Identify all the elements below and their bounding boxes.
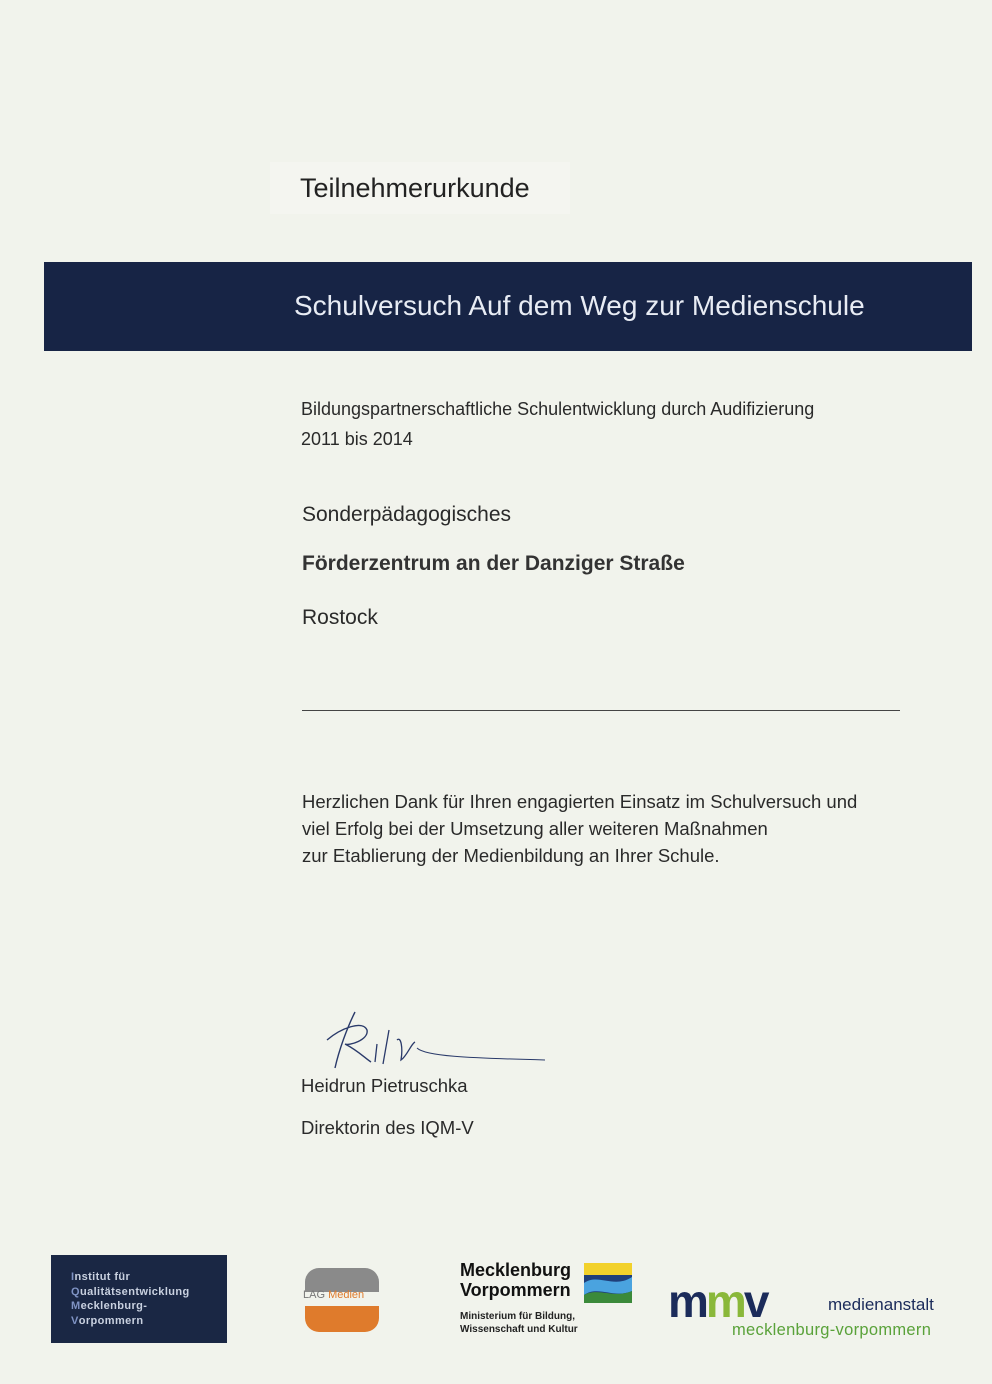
- iqm-line: Institut für: [71, 1271, 131, 1283]
- message-line: Herzlichen Dank für Ihren engagierten Einsatz im Schulversuch und: [302, 791, 858, 812]
- mmv-region: mecklenburg-vorpommern: [732, 1321, 932, 1339]
- iqm-logo-text: [71, 1270, 190, 1328]
- message-line: viel Erfolg bei der Umsetzung aller weiteren Maßnahmen: [302, 818, 768, 839]
- thank-you-message: [302, 788, 942, 869]
- program-period: 2011 bis 2014: [301, 429, 413, 449]
- iqm-line: Qualitätsentwicklung: [71, 1285, 190, 1298]
- recipient-line-2: Förderzentrum an der Danziger Straße: [302, 552, 685, 575]
- mv-flag-icon: [584, 1263, 632, 1303]
- lag-medien-logo: [300, 1262, 410, 1344]
- recipient-city: Rostock: [302, 606, 378, 629]
- lag-logo-bottom-shape: [305, 1306, 379, 1332]
- program-title: Schulversuch Auf dem Weg zur Medienschule: [294, 290, 865, 321]
- mmv-name: medienanstalt: [828, 1295, 934, 1314]
- program-subtitle: Bildungspartnerschaftliche Schulentwicklung durch Audifizierung: [301, 399, 815, 419]
- handwritten-signature: [305, 1000, 555, 1080]
- title-banner: [44, 262, 972, 351]
- lag-logo-text: LAG Medien: [303, 1289, 365, 1301]
- mv-ministry-name: Ministerium für Bildung, Wissenschaft und Kultur: [460, 1311, 578, 1335]
- iqm-logo: [51, 1255, 227, 1343]
- mecklenburg-vorpommern-ministry-logo: [458, 1260, 638, 1345]
- mmv-wordmark: mmv: [668, 1275, 767, 1327]
- iqm-line: Mecklenburg-: [71, 1300, 148, 1312]
- document-type-heading: Teilnehmerurkunde: [270, 162, 570, 214]
- signatory-name: Heidrun Pietruschka: [301, 1075, 468, 1096]
- signatory-title: Direktorin des IQM-V: [301, 1117, 474, 1138]
- divider-line: [302, 710, 900, 711]
- iqm-line: Vorpommern: [71, 1314, 144, 1327]
- message-line: zur Etablierung der Medienbildung an Ihrer Schule.: [302, 845, 720, 866]
- mv-state-name: Mecklenburg Vorpommern: [460, 1260, 572, 1300]
- recipient-line-1: Sonderpädagogisches: [302, 503, 511, 526]
- medienanstalt-mv-logo: [668, 1275, 958, 1345]
